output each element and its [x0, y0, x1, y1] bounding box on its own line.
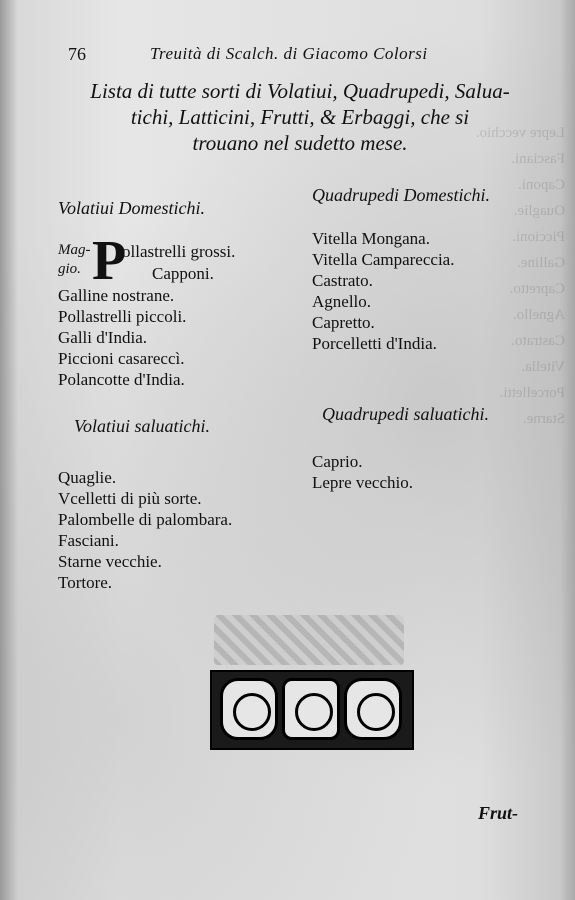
section-heading-volatiui-saluatichi: Volatiui saluatichi. [74, 416, 211, 436]
list-item: Piccioni casareccì. [58, 349, 185, 368]
list-item: Galli d'India. [58, 328, 147, 347]
month-dropcap-block [58, 230, 308, 292]
list-item: Tortore. [58, 573, 113, 592]
list-item: Capponi. [152, 264, 214, 283]
bleed-through-text: Lepre vecchio. Fasciani. Caponi. Ouaglie. Piccioni. Galline. Capretto. Agnello. Castrato. Vitella. Porcelletti. Starne. [475, 125, 565, 427]
section-heading-quadrupedi-saluatichi: Quadrupedi saluatichi. [322, 404, 489, 424]
ornament-scroll [282, 678, 340, 740]
list-item: Quaglie. [58, 468, 117, 487]
left-column [58, 198, 308, 593]
list-block [58, 467, 308, 593]
right-column [312, 185, 557, 493]
list-title [50, 78, 550, 156]
list-block [312, 228, 557, 354]
drop-cap: P [92, 230, 127, 292]
bleed-through-ornament [214, 615, 404, 665]
list-item: Pollastrelli piccoli. [58, 307, 187, 326]
month-label: Mag- gio. [58, 242, 91, 277]
ornament-scroll [344, 678, 402, 740]
list-item: Lepre vecchio. [312, 473, 413, 492]
running-head-title: Treuità di Scalch. di Giacomo Colorsi [150, 44, 428, 63]
list-item: Vitella Campareccia. [312, 250, 455, 269]
list-item: Vitella Mongana. [312, 229, 430, 248]
list-item: Starne vecchie. [58, 552, 162, 571]
list-item: Galline nostrane. [58, 286, 175, 305]
list-item: Fasciani. [58, 531, 119, 550]
list-item: Vcelletti di più sorte. [58, 489, 202, 508]
list-item: ollastrelli grossi. [122, 242, 236, 261]
list-block [312, 451, 557, 493]
list-item: Caprio. [312, 452, 363, 471]
list-item: Agnello. [312, 292, 372, 311]
section-heading-quadrupedi-domestichi: Quadrupedi Domestichi. [312, 185, 490, 205]
title-line: trouano nel sudetto mese. [192, 131, 408, 155]
list-item: Polancotte d'India. [58, 370, 185, 389]
section-heading-volatiui-domestichi: Volatiui Domestichi. [58, 198, 205, 218]
catchword: Frut- [478, 803, 519, 823]
list-item: Castrato. [312, 271, 373, 290]
list-item: Capretto. [312, 313, 375, 332]
list-item: Palombelle di palombara. [58, 510, 233, 529]
ornament-scroll [220, 678, 278, 740]
list-item: Porcelletti d'India. [312, 334, 437, 353]
printers-ornament [210, 670, 414, 750]
title-line: tichi, Latticini, Frutti, & Erbaggi, che si [130, 105, 470, 129]
page-number: 76 [68, 44, 86, 64]
title-line: Lista di tutte sorti di Volatiui, Quadrupedi, Salua- [90, 79, 510, 103]
